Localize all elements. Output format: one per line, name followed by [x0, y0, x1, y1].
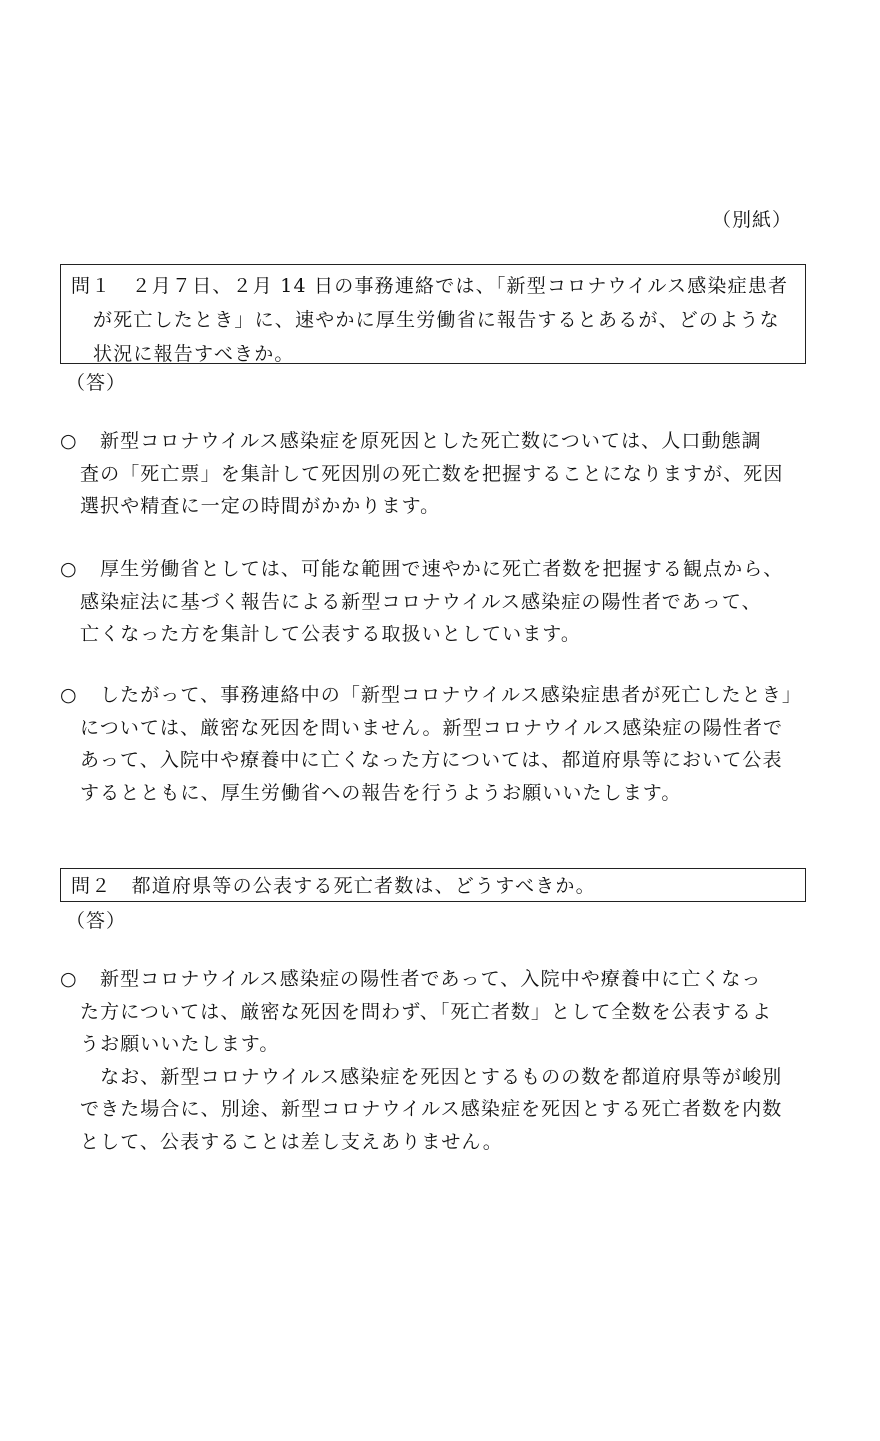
question-2-line: 問２ 都道府県等の公表する死亡者数は、どうすべきか。: [71, 875, 596, 897]
paragraph-line: た方については、厳密な死因を問わず、「死亡者数」として全数を公表するよ: [80, 1000, 773, 1023]
paragraph-line: ○ 厚生労働省としては、可能な範囲で速やかに死亡者数を把握する観点から、: [60, 553, 820, 586]
answer-label: （答）: [66, 372, 127, 394]
paragraph-line: なお、新型コロナウイルス感染症を死因とするものの数を都道府県等が峻別: [80, 1065, 783, 1088]
paragraph-line: うお願いいたします。: [80, 1033, 280, 1055]
answer-2-paragraph: [60, 963, 820, 1158]
bullet-icon: ○: [60, 684, 78, 706]
paragraph-line: 査の「死亡票」を集計して死因別の死亡数を把握することになりますが、死因: [80, 462, 784, 485]
question-1-line: が死亡したとき」に、速やかに厚生労働省に報告するとあるが、どのような: [93, 309, 780, 331]
question-1-box: [60, 264, 806, 364]
answer-1-paragraph-1: [60, 425, 820, 523]
attachment-label: （別紙）: [711, 209, 792, 231]
question-1-line: 問１ ２月７日、２月 14 日の事務連絡では、「新型コロナウイルス感染症患者: [71, 275, 789, 297]
paragraph-line: あって、入院中や療養中に亡くなった方については、都道府県等において公表: [80, 749, 783, 771]
paragraph-line: ○ したがって、事務連絡中の「新型コロナウイルス感染症患者が死亡したとき」: [60, 679, 820, 712]
paragraph-line: するとともに、厚生労働省への報告を行うようお願いいたします。: [80, 781, 682, 804]
paragraph-line: できた場合に、別途、新型コロナウイルス感染症を死因とする死亡者数を内数: [80, 1098, 783, 1120]
paragraph-line: として、公表することは差し支えありません。: [80, 1130, 503, 1153]
paragraph-line: については、厳密な死因を問いません。新型コロナウイルス感染症の陽性者で: [80, 716, 784, 739]
answer-1-paragraph-3: [60, 679, 820, 809]
question-1-line: 状況に報告すべきか。: [93, 343, 295, 365]
bullet-icon: ○: [60, 558, 78, 580]
answer-label: （答）: [66, 910, 127, 932]
paragraph-line: 選択や精査に一定の時間がかかります。: [80, 495, 441, 517]
question-2-box: [60, 868, 806, 902]
paragraph-line: 感染症法に基づく報告による新型コロナウイルス感染症の陽性者であって、: [80, 590, 762, 613]
bullet-icon: ○: [60, 430, 78, 452]
bullet-icon: ○: [60, 968, 78, 990]
paragraph-line: ○ 新型コロナウイルス感染症の陽性者であって、入院中や療養中に亡くなっ: [60, 963, 820, 996]
paragraph-line: ○ 新型コロナウイルス感染症を原死因とした死亡数については、人口動態調: [60, 425, 820, 458]
answer-1-paragraph-2: [60, 553, 820, 651]
paragraph-line: 亡くなった方を集計して公表する取扱いとしています。: [80, 623, 581, 645]
